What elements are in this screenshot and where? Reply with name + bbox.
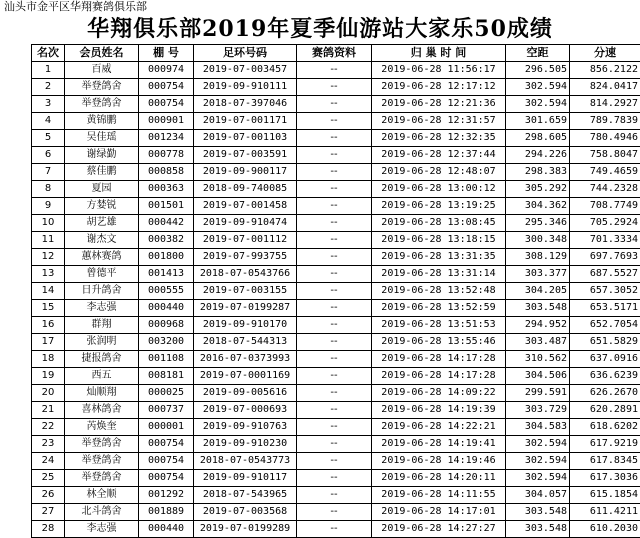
table-row <box>32 181 640 198</box>
cell-distance: 299.591 <box>506 385 570 402</box>
cell-pigeon-info: -- <box>297 470 372 487</box>
cell-member: 黄锦鹏 <box>65 113 139 130</box>
cell-distance: 304.362 <box>506 198 570 215</box>
cell-loft: 001413 <box>139 266 194 283</box>
cell-ring: 2019-07-001171 <box>194 113 297 130</box>
col-rank: 名次 <box>32 45 65 62</box>
cell-pigeon-info: -- <box>297 147 372 164</box>
table-row <box>32 521 640 538</box>
cell-distance: 296.505 <box>506 62 570 79</box>
cell-loft: 008181 <box>139 368 194 385</box>
cell-member: 北斗鸽舍 <box>65 504 139 521</box>
cell-arrival-time: 2019-06-28 14:17:28 <box>372 351 506 368</box>
cell-arrival-time: 2019-06-28 14:17:28 <box>372 368 506 385</box>
cell-loft: 000754 <box>139 453 194 470</box>
table-row <box>32 249 640 266</box>
cell-rank: 21 <box>32 402 65 419</box>
cell-ring: 2018-07-0543773 <box>194 453 297 470</box>
cell-loft: 000974 <box>139 62 194 79</box>
cell-ring: 2019-07-003568 <box>194 504 297 521</box>
cell-loft: 001292 <box>139 487 194 504</box>
cell-ring: 2018-09-740085 <box>194 181 297 198</box>
cell-ring: 2019-09-910170 <box>194 317 297 334</box>
cell-arrival-time: 2019-06-28 12:17:12 <box>372 79 506 96</box>
cell-member: 举登鸽舍 <box>65 453 139 470</box>
cell-pigeon-info: -- <box>297 232 372 249</box>
table-row <box>32 96 640 113</box>
cell-arrival-time: 2019-06-28 13:08:45 <box>372 215 506 232</box>
cell-distance: 302.594 <box>506 79 570 96</box>
cell-pigeon-info: -- <box>297 266 372 283</box>
cell-ring: 2018-07-544313 <box>194 334 297 351</box>
cell-loft: 000968 <box>139 317 194 334</box>
cell-ring: 2019-07-003457 <box>194 62 297 79</box>
cell-speed: 687.5527 <box>570 266 640 283</box>
cell-member: 西五 <box>65 368 139 385</box>
cell-ring: 2019-07-0001169 <box>194 368 297 385</box>
cell-arrival-time: 2019-06-28 14:19:46 <box>372 453 506 470</box>
table-row <box>32 130 640 147</box>
cell-pigeon-info: -- <box>297 351 372 368</box>
cell-loft: 000382 <box>139 232 194 249</box>
cell-ring: 2019-07-993755 <box>194 249 297 266</box>
cell-member: 灿顺翔 <box>65 385 139 402</box>
cell-arrival-time: 2019-06-28 13:00:12 <box>372 181 506 198</box>
cell-distance: 303.377 <box>506 266 570 283</box>
cell-distance: 303.548 <box>506 300 570 317</box>
cell-ring: 2019-09-900117 <box>194 164 297 181</box>
cell-speed: 780.4946 <box>570 130 640 147</box>
cell-speed: 610.2030 <box>570 521 640 538</box>
cell-speed: 758.8047 <box>570 147 640 164</box>
cell-rank: 20 <box>32 385 65 402</box>
cell-speed: 657.3052 <box>570 283 640 300</box>
cell-ring: 2019-07-0199287 <box>194 300 297 317</box>
cell-arrival-time: 2019-06-28 11:56:17 <box>372 62 506 79</box>
cell-member: 百威 <box>65 62 139 79</box>
cell-member: 蕙林赛鸽 <box>65 249 139 266</box>
cell-arrival-time: 2019-06-28 13:19:25 <box>372 198 506 215</box>
cell-distance: 303.487 <box>506 334 570 351</box>
cell-member: 芮焕奎 <box>65 419 139 436</box>
cell-rank: 27 <box>32 504 65 521</box>
cell-distance: 302.594 <box>506 96 570 113</box>
cell-member: 蔡佳鹏 <box>65 164 139 181</box>
cell-arrival-time: 2019-06-28 14:22:21 <box>372 419 506 436</box>
table-row <box>32 385 640 402</box>
cell-distance: 305.292 <box>506 181 570 198</box>
cell-ring: 2018-07-0543766 <box>194 266 297 283</box>
cell-speed: 652.7054 <box>570 317 640 334</box>
cell-arrival-time: 2019-06-28 13:31:14 <box>372 266 506 283</box>
cell-rank: 15 <box>32 300 65 317</box>
table-row <box>32 283 640 300</box>
cell-ring: 2019-07-001112 <box>194 232 297 249</box>
cell-arrival-time: 2019-06-28 14:17:01 <box>372 504 506 521</box>
cell-arrival-time: 2019-06-28 13:31:35 <box>372 249 506 266</box>
cell-member: 日升鸽舍 <box>65 283 139 300</box>
cell-speed: 653.5171 <box>570 300 640 317</box>
cell-loft: 000754 <box>139 96 194 113</box>
col-member: 会员姓名 <box>65 45 139 62</box>
cell-speed: 617.8345 <box>570 453 640 470</box>
cell-rank: 17 <box>32 334 65 351</box>
cell-loft: 000442 <box>139 215 194 232</box>
cell-pigeon-info: -- <box>297 368 372 385</box>
cell-rank: 2 <box>32 79 65 96</box>
table-row <box>32 266 640 283</box>
table-row <box>32 402 640 419</box>
cell-ring: 2019-07-000693 <box>194 402 297 419</box>
cell-distance: 295.346 <box>506 215 570 232</box>
table-row <box>32 504 640 521</box>
cell-pigeon-info: -- <box>297 334 372 351</box>
cell-rank: 7 <box>32 164 65 181</box>
cell-speed: 617.9219 <box>570 436 640 453</box>
cell-loft: 001501 <box>139 198 194 215</box>
cell-ring: 2019-07-003155 <box>194 283 297 300</box>
cell-distance: 304.583 <box>506 419 570 436</box>
cell-member: 林全顺 <box>65 487 139 504</box>
cell-loft: 000555 <box>139 283 194 300</box>
cell-ring: 2019-07-003591 <box>194 147 297 164</box>
cell-rank: 8 <box>32 181 65 198</box>
cell-distance: 298.605 <box>506 130 570 147</box>
cell-member: 谢杰文 <box>65 232 139 249</box>
cell-member: 张润明 <box>65 334 139 351</box>
table-row <box>32 164 640 181</box>
cell-speed: 697.7693 <box>570 249 640 266</box>
cell-rank: 18 <box>32 351 65 368</box>
cell-loft: 000363 <box>139 181 194 198</box>
cell-loft: 000754 <box>139 436 194 453</box>
cell-pigeon-info: -- <box>297 402 372 419</box>
cell-distance: 302.594 <box>506 470 570 487</box>
cell-pigeon-info: -- <box>297 96 372 113</box>
cell-rank: 26 <box>32 487 65 504</box>
cell-rank: 25 <box>32 470 65 487</box>
cell-arrival-time: 2019-06-28 12:37:44 <box>372 147 506 164</box>
cell-loft: 000025 <box>139 385 194 402</box>
cell-pigeon-info: -- <box>297 249 372 266</box>
cell-speed: 618.6202 <box>570 419 640 436</box>
table-row <box>32 232 640 249</box>
cell-ring: 2018-07-397046 <box>194 96 297 113</box>
cell-loft: 000440 <box>139 300 194 317</box>
cell-arrival-time: 2019-06-28 12:31:57 <box>372 113 506 130</box>
cell-pigeon-info: -- <box>297 62 372 79</box>
cell-rank: 13 <box>32 266 65 283</box>
cell-loft: 000778 <box>139 147 194 164</box>
cell-pigeon-info: -- <box>297 198 372 215</box>
cell-ring: 2019-09-910111 <box>194 79 297 96</box>
cell-distance: 308.129 <box>506 249 570 266</box>
table-row <box>32 368 640 385</box>
cell-rank: 14 <box>32 283 65 300</box>
cell-speed: 705.2924 <box>570 215 640 232</box>
cell-member: 李志强 <box>65 300 139 317</box>
cell-member: 方婪锐 <box>65 198 139 215</box>
cell-pigeon-info: -- <box>297 385 372 402</box>
cell-ring: 2016-07-0373993 <box>194 351 297 368</box>
table-row <box>32 62 640 79</box>
cell-arrival-time: 2019-06-28 12:21:36 <box>372 96 506 113</box>
cell-rank: 1 <box>32 62 65 79</box>
table-row <box>32 198 640 215</box>
cell-arrival-time: 2019-06-28 14:09:22 <box>372 385 506 402</box>
cell-arrival-time: 2019-06-28 14:20:11 <box>372 470 506 487</box>
results-table <box>31 44 640 538</box>
club-line: 汕头市金平区华翔赛鸽俱乐部 <box>0 0 640 14</box>
cell-ring: 2019-09-910117 <box>194 470 297 487</box>
cell-ring: 2019-09-005616 <box>194 385 297 402</box>
cell-member: 谢绿勤 <box>65 147 139 164</box>
cell-arrival-time: 2019-06-28 14:19:39 <box>372 402 506 419</box>
table-row <box>32 79 640 96</box>
cell-speed: 749.4659 <box>570 164 640 181</box>
cell-pigeon-info: -- <box>297 164 372 181</box>
cell-speed: 617.3036 <box>570 470 640 487</box>
cell-member: 举登鸽舍 <box>65 96 139 113</box>
cell-rank: 5 <box>32 130 65 147</box>
cell-member: 捷报鸽舍 <box>65 351 139 368</box>
cell-speed: 620.2891 <box>570 402 640 419</box>
cell-ring: 2019-09-910763 <box>194 419 297 436</box>
cell-distance: 304.205 <box>506 283 570 300</box>
cell-distance: 303.548 <box>506 521 570 538</box>
col-ring: 足环号码 <box>194 45 297 62</box>
cell-distance: 294.226 <box>506 147 570 164</box>
cell-member: 吴佳瑶 <box>65 130 139 147</box>
table-row <box>32 351 640 368</box>
table-row <box>32 300 640 317</box>
cell-speed: 637.0916 <box>570 351 640 368</box>
table-row <box>32 334 640 351</box>
cell-loft: 001889 <box>139 504 194 521</box>
cell-rank: 10 <box>32 215 65 232</box>
cell-speed: 615.1854 <box>570 487 640 504</box>
cell-distance: 301.659 <box>506 113 570 130</box>
cell-arrival-time: 2019-06-28 14:27:27 <box>372 521 506 538</box>
cell-arrival-time: 2019-06-28 14:19:41 <box>372 436 506 453</box>
cell-pigeon-info: -- <box>297 181 372 198</box>
cell-pigeon-info: -- <box>297 113 372 130</box>
cell-speed: 856.2122 <box>570 62 640 79</box>
cell-rank: 6 <box>32 147 65 164</box>
cell-ring: 2019-07-001103 <box>194 130 297 147</box>
cell-pigeon-info: -- <box>297 215 372 232</box>
cell-distance: 303.729 <box>506 402 570 419</box>
cell-loft: 000901 <box>139 113 194 130</box>
cell-pigeon-info: -- <box>297 436 372 453</box>
cell-speed: 636.6239 <box>570 368 640 385</box>
cell-loft: 000440 <box>139 521 194 538</box>
table-row <box>32 419 640 436</box>
cell-speed: 708.7749 <box>570 198 640 215</box>
cell-arrival-time: 2019-06-28 13:18:15 <box>372 232 506 249</box>
cell-arrival-time: 2019-06-28 13:52:48 <box>372 283 506 300</box>
table-row <box>32 487 640 504</box>
cell-speed: 814.2927 <box>570 96 640 113</box>
cell-speed: 824.0417 <box>570 79 640 96</box>
cell-distance: 300.348 <box>506 232 570 249</box>
cell-distance: 294.952 <box>506 317 570 334</box>
cell-arrival-time: 2019-06-28 13:52:59 <box>372 300 506 317</box>
cell-ring: 2018-07-543965 <box>194 487 297 504</box>
cell-pigeon-info: -- <box>297 419 372 436</box>
cell-distance: 303.548 <box>506 504 570 521</box>
table-row <box>32 147 640 164</box>
cell-loft: 001108 <box>139 351 194 368</box>
cell-arrival-time: 2019-06-28 12:32:35 <box>372 130 506 147</box>
cell-pigeon-info: -- <box>297 283 372 300</box>
cell-distance: 298.383 <box>506 164 570 181</box>
cell-loft: 001800 <box>139 249 194 266</box>
table-row <box>32 113 640 130</box>
cell-rank: 24 <box>32 453 65 470</box>
cell-member: 夏园 <box>65 181 139 198</box>
cell-loft: 000001 <box>139 419 194 436</box>
cell-arrival-time: 2019-06-28 14:11:55 <box>372 487 506 504</box>
cell-rank: 23 <box>32 436 65 453</box>
cell-rank: 11 <box>32 232 65 249</box>
cell-loft: 003200 <box>139 334 194 351</box>
cell-rank: 16 <box>32 317 65 334</box>
cell-pigeon-info: -- <box>297 130 372 147</box>
cell-member: 举登鸽舍 <box>65 436 139 453</box>
cell-loft: 000737 <box>139 402 194 419</box>
table-row <box>32 317 640 334</box>
cell-arrival-time: 2019-06-28 13:51:53 <box>372 317 506 334</box>
cell-distance: 304.506 <box>506 368 570 385</box>
cell-member: 举登鸽舍 <box>65 470 139 487</box>
cell-speed: 651.5829 <box>570 334 640 351</box>
cell-ring: 2019-07-001458 <box>194 198 297 215</box>
cell-ring: 2019-09-910230 <box>194 436 297 453</box>
cell-rank: 12 <box>32 249 65 266</box>
cell-distance: 302.594 <box>506 436 570 453</box>
cell-speed: 701.3334 <box>570 232 640 249</box>
cell-speed: 744.2328 <box>570 181 640 198</box>
cell-loft: 000754 <box>139 470 194 487</box>
cell-pigeon-info: -- <box>297 300 372 317</box>
cell-member: 举登鸽舍 <box>65 79 139 96</box>
cell-distance: 302.594 <box>506 453 570 470</box>
cell-member: 喜林鸽舍 <box>65 402 139 419</box>
cell-member: 胡艺雄 <box>65 215 139 232</box>
cell-loft: 000754 <box>139 79 194 96</box>
table-row <box>32 470 640 487</box>
cell-arrival-time: 2019-06-28 13:55:46 <box>372 334 506 351</box>
col-speed: 分速 <box>570 45 640 62</box>
col-loft: 棚 号 <box>139 45 194 62</box>
page-title: 华翔俱乐部2019年夏季仙游站大家乐50成绩 <box>0 14 640 44</box>
col-pigeon-info: 赛鸽资料 <box>297 45 372 62</box>
table-row <box>32 436 640 453</box>
cell-member: 曾德平 <box>65 266 139 283</box>
table-row <box>32 453 640 470</box>
cell-rank: 9 <box>32 198 65 215</box>
cell-speed: 611.4211 <box>570 504 640 521</box>
header-row <box>32 45 640 62</box>
cell-rank: 19 <box>32 368 65 385</box>
cell-member: 李志强 <box>65 521 139 538</box>
cell-loft: 001234 <box>139 130 194 147</box>
cell-rank: 4 <box>32 113 65 130</box>
cell-rank: 22 <box>32 419 65 436</box>
cell-pigeon-info: -- <box>297 521 372 538</box>
table-row <box>32 215 640 232</box>
cell-ring: 2019-09-910474 <box>194 215 297 232</box>
cell-member: 群翔 <box>65 317 139 334</box>
cell-speed: 626.2670 <box>570 385 640 402</box>
cell-rank: 3 <box>32 96 65 113</box>
cell-distance: 304.057 <box>506 487 570 504</box>
cell-rank: 28 <box>32 521 65 538</box>
cell-pigeon-info: -- <box>297 317 372 334</box>
cell-pigeon-info: -- <box>297 504 372 521</box>
cell-pigeon-info: -- <box>297 453 372 470</box>
col-distance: 空距 <box>506 45 570 62</box>
cell-loft: 000858 <box>139 164 194 181</box>
cell-distance: 310.562 <box>506 351 570 368</box>
cell-pigeon-info: -- <box>297 79 372 96</box>
cell-speed: 789.7839 <box>570 113 640 130</box>
cell-pigeon-info: -- <box>297 487 372 504</box>
cell-arrival-time: 2019-06-28 12:48:07 <box>372 164 506 181</box>
cell-ring: 2019-07-0199289 <box>194 521 297 538</box>
col-arrival-time: 归 巢 时 间 <box>372 45 506 62</box>
